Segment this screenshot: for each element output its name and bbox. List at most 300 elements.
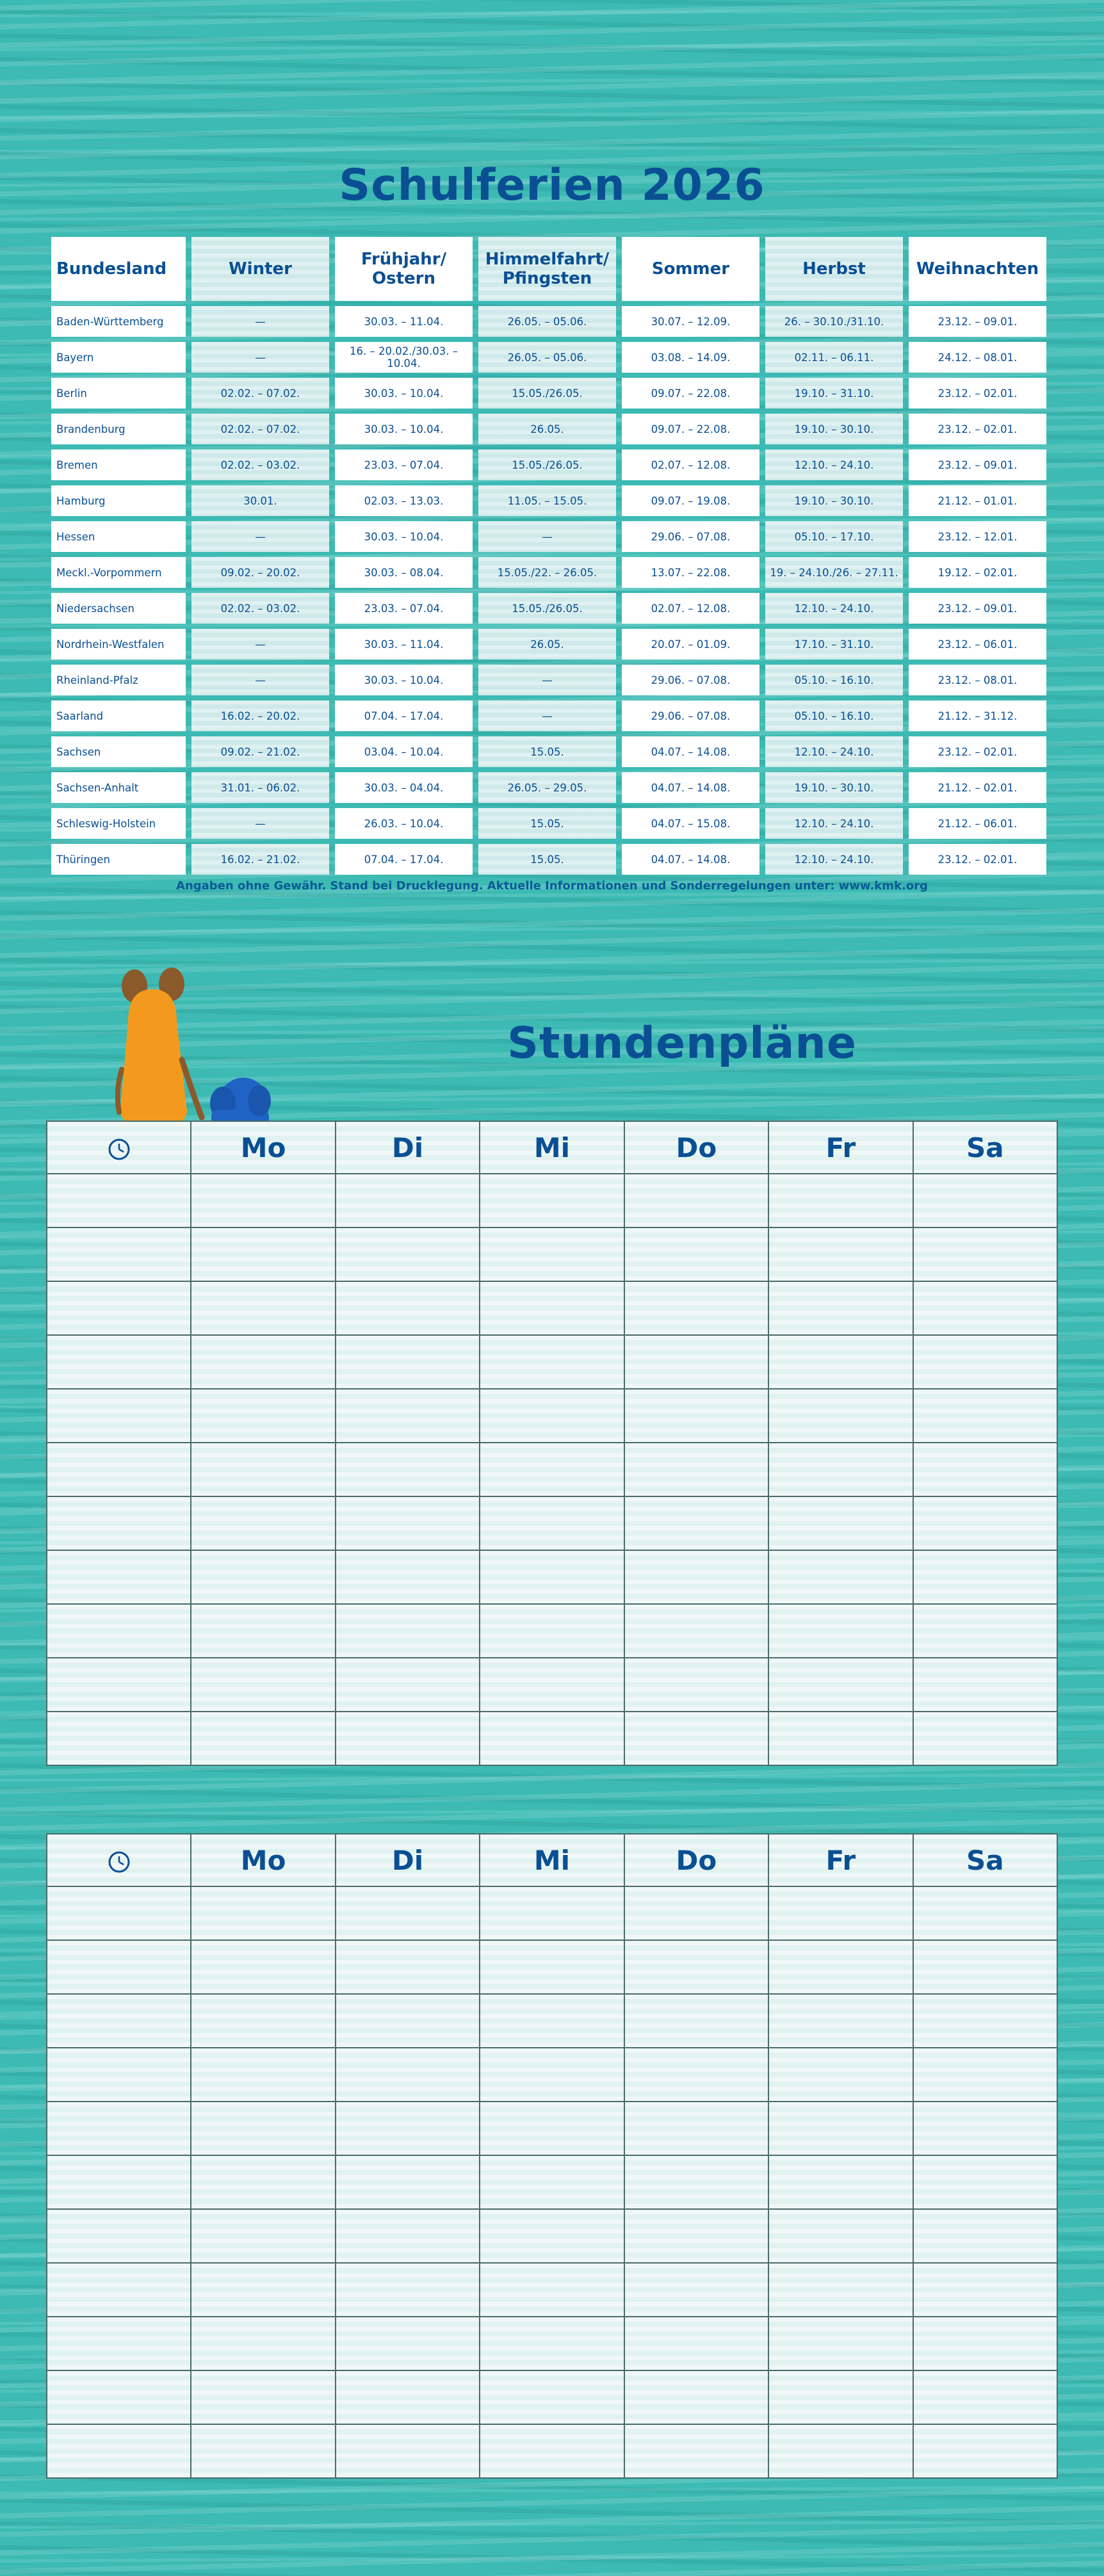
- holiday-cell-herbst: 12.10. – 24.10.: [765, 593, 903, 624]
- holiday-cell-sommer: 09.07. – 19.08.: [622, 485, 759, 516]
- timetable-2: [46, 1833, 1058, 2479]
- holiday-row: [51, 342, 1046, 373]
- holiday-cell-himmelfahrt-pfingsten: 26.05. – 29.05.: [478, 772, 616, 803]
- holiday-cell-weihnachten: 23.12. – 02.01.: [909, 736, 1046, 767]
- time-slot-cell[interactable]: [47, 1389, 191, 1443]
- holiday-cell-sommer: 02.07. – 12.08.: [622, 450, 759, 480]
- holiday-cell-herbst: 05.10. – 16.10.: [765, 701, 903, 731]
- header-weihnachten: Weihnachten: [909, 237, 1046, 301]
- time-slot-cell[interactable]: [47, 1712, 191, 1765]
- lesson-cell[interactable]: [768, 1550, 913, 1604]
- holiday-row: [51, 306, 1046, 337]
- lesson-cell[interactable]: [336, 1604, 480, 1658]
- lesson-cell[interactable]: [480, 1227, 624, 1281]
- holiday-cell-himmelfahrt-pfingsten: 26.05. – 05.06.: [478, 342, 616, 373]
- lesson-cell[interactable]: [768, 2209, 913, 2263]
- holiday-cell-sommer: 29.06. – 07.08.: [622, 701, 759, 731]
- holiday-cell-fruehjahr-ostern: 23.03. – 07.04.: [335, 593, 473, 624]
- lesson-cell[interactable]: [480, 1712, 624, 1765]
- holiday-cell-herbst: 05.10. – 17.10.: [765, 521, 903, 552]
- holiday-cell-himmelfahrt-pfingsten: —: [478, 521, 616, 552]
- timetable-row: [47, 1174, 1057, 1227]
- mouse-and-elephant-illustration: [115, 964, 320, 1137]
- holiday-cell-herbst: 19. – 24.10./26. – 27.11.: [765, 557, 903, 588]
- lesson-cell[interactable]: [336, 1940, 480, 1994]
- lesson-cell[interactable]: [191, 1712, 335, 1765]
- holiday-cell-sommer: 09.07. – 22.08.: [622, 378, 759, 409]
- holiday-cell-sommer: 13.07. – 22.08.: [622, 557, 759, 588]
- lesson-cell[interactable]: [624, 1940, 768, 1994]
- timetable-row: [47, 1496, 1057, 1550]
- lesson-cell[interactable]: [624, 1604, 768, 1658]
- day-header-mo: Mo: [191, 1121, 335, 1174]
- time-slot-cell[interactable]: [47, 2102, 191, 2155]
- holiday-row: [51, 450, 1046, 480]
- holiday-cell-weihnachten: 23.12. – 02.01.: [909, 844, 1046, 875]
- lesson-cell[interactable]: [191, 1443, 335, 1496]
- lesson-cell[interactable]: [480, 2048, 624, 2102]
- time-slot-cell[interactable]: [47, 1227, 191, 1281]
- holiday-cell-himmelfahrt-pfingsten: 15.05./26.05.: [478, 378, 616, 409]
- lesson-cell[interactable]: [624, 2424, 768, 2478]
- lesson-cell[interactable]: [480, 1389, 624, 1443]
- lesson-cell[interactable]: [913, 1658, 1057, 1712]
- lesson-cell[interactable]: [768, 2370, 913, 2424]
- lesson-cell[interactable]: [624, 1994, 768, 2048]
- holiday-cell-herbst: 02.11. – 06.11.: [765, 342, 903, 373]
- lesson-cell[interactable]: [191, 2370, 335, 2424]
- holiday-cell-weihnachten: 21.12. – 31.12.: [909, 701, 1046, 731]
- holiday-cell-weihnachten: 23.12. – 06.01.: [909, 629, 1046, 660]
- holiday-row: [51, 414, 1046, 444]
- holiday-row: [51, 593, 1046, 624]
- holiday-cell-weihnachten: 23.12. – 09.01.: [909, 306, 1046, 337]
- holiday-cell-winter: 31.01. – 06.02.: [191, 772, 329, 803]
- holiday-cell-fruehjahr-ostern: 30.03. – 10.04.: [335, 378, 473, 409]
- holiday-cell-herbst: 17.10. – 31.10.: [765, 629, 903, 660]
- lesson-cell[interactable]: [191, 1335, 335, 1389]
- holiday-cell-herbst: 19.10. – 31.10.: [765, 378, 903, 409]
- holiday-cell-himmelfahrt-pfingsten: 11.05. – 15.05.: [478, 485, 616, 516]
- lesson-cell[interactable]: [336, 2102, 480, 2155]
- time-slot-cell[interactable]: [47, 2209, 191, 2263]
- holiday-cell-weihnachten: 19.12. – 02.01.: [909, 557, 1046, 588]
- lesson-cell[interactable]: [336, 1658, 480, 1712]
- lesson-cell[interactable]: [336, 1174, 480, 1227]
- time-slot-cell[interactable]: [47, 1443, 191, 1496]
- clock-icon: [106, 1137, 132, 1162]
- header-bundesland: Bundesland: [51, 237, 186, 301]
- holiday-body: [51, 306, 1046, 875]
- holiday-cell-sommer: 09.07. – 22.08.: [622, 414, 759, 444]
- lesson-cell[interactable]: [913, 1604, 1057, 1658]
- holiday-cell-fruehjahr-ostern: 30.03. – 10.04.: [335, 521, 473, 552]
- holiday-cell-himmelfahrt-pfingsten: 15.05./26.05.: [478, 450, 616, 480]
- lesson-cell[interactable]: [624, 1550, 768, 1604]
- lesson-cell[interactable]: [191, 1550, 335, 1604]
- holiday-cell-fruehjahr-ostern: 30.03. – 11.04.: [335, 306, 473, 337]
- lesson-cell[interactable]: [336, 1443, 480, 1496]
- holiday-row: [51, 736, 1046, 767]
- holiday-cell-herbst: 19.10. – 30.10.: [765, 772, 903, 803]
- lesson-cell[interactable]: [913, 2424, 1057, 2478]
- time-slot-cell[interactable]: [47, 2263, 191, 2317]
- holiday-row: [51, 772, 1046, 803]
- lesson-cell[interactable]: [336, 1496, 480, 1550]
- holiday-cell-himmelfahrt-pfingsten: 15.05./22. – 26.05.: [478, 557, 616, 588]
- timetable-row: [47, 1550, 1057, 1604]
- holiday-cell-weihnachten: 23.12. – 09.01.: [909, 450, 1046, 480]
- holiday-cell-sommer: 04.07. – 14.08.: [622, 772, 759, 803]
- lesson-cell[interactable]: [768, 1174, 913, 1227]
- time-slot-cell[interactable]: [47, 2317, 191, 2370]
- lesson-cell[interactable]: [768, 2155, 913, 2209]
- lesson-cell[interactable]: [768, 1940, 913, 1994]
- lesson-cell[interactable]: [191, 2317, 335, 2370]
- lesson-cell[interactable]: [480, 1443, 624, 1496]
- lesson-cell[interactable]: [191, 1658, 335, 1712]
- lesson-cell[interactable]: [768, 1604, 913, 1658]
- lesson-cell[interactable]: [913, 1227, 1057, 1281]
- holiday-cell-winter: —: [191, 521, 329, 552]
- lesson-cell[interactable]: [768, 2263, 913, 2317]
- holiday-cell-fruehjahr-ostern: 03.04. – 10.04.: [335, 736, 473, 767]
- lesson-cell[interactable]: [480, 2155, 624, 2209]
- lesson-cell[interactable]: [480, 1550, 624, 1604]
- lesson-cell[interactable]: [191, 1604, 335, 1658]
- lesson-cell[interactable]: [480, 1658, 624, 1712]
- holiday-cell-himmelfahrt-pfingsten: 15.05.: [478, 844, 616, 875]
- time-slot-cell[interactable]: [47, 1550, 191, 1604]
- holiday-row: [51, 665, 1046, 695]
- holiday-cell-himmelfahrt-pfingsten: 26.05. – 05.06.: [478, 306, 616, 337]
- holiday-row: [51, 701, 1046, 731]
- lesson-cell[interactable]: [913, 2317, 1057, 2370]
- holiday-cell-fruehjahr-ostern: 30.03. – 10.04.: [335, 665, 473, 695]
- lesson-cell[interactable]: [913, 2155, 1057, 2209]
- lesson-cell[interactable]: [768, 2317, 913, 2370]
- lesson-cell[interactable]: [336, 1712, 480, 1765]
- holiday-cell-bundesland: Sachsen: [51, 736, 186, 767]
- timetable-row: [47, 1994, 1057, 2048]
- lesson-cell[interactable]: [768, 1658, 913, 1712]
- holiday-cell-bundesland: Schleswig-Holstein: [51, 808, 186, 839]
- holiday-cell-bundesland: Bremen: [51, 450, 186, 480]
- holiday-cell-weihnachten: 24.12. – 08.01.: [909, 342, 1046, 373]
- holiday-cell-sommer: 04.07. – 15.08.: [622, 808, 759, 839]
- holiday-cell-winter: —: [191, 306, 329, 337]
- lesson-cell[interactable]: [191, 1496, 335, 1550]
- timetable-row: [47, 1443, 1057, 1496]
- lesson-cell[interactable]: [624, 1281, 768, 1335]
- lesson-cell[interactable]: [913, 1335, 1057, 1389]
- time-slot-cell[interactable]: [47, 2424, 191, 2478]
- time-slot-cell[interactable]: [47, 1335, 191, 1389]
- lesson-cell[interactable]: [336, 2317, 480, 2370]
- lesson-cell[interactable]: [624, 2155, 768, 2209]
- lesson-cell[interactable]: [336, 2424, 480, 2478]
- day-header-sa: Sa: [913, 1121, 1057, 1174]
- timetable-body: [47, 1886, 1057, 2478]
- timetable-row: [47, 2263, 1057, 2317]
- lesson-cell[interactable]: [768, 1227, 913, 1281]
- timetable-row: [47, 1227, 1057, 1281]
- timetable-row: [47, 1886, 1057, 1940]
- holiday-cell-winter: 16.02. – 20.02.: [191, 701, 329, 731]
- holiday-cell-winter: —: [191, 342, 329, 373]
- time-slot-cell[interactable]: [47, 1496, 191, 1550]
- lesson-cell[interactable]: [913, 2048, 1057, 2102]
- lesson-cell[interactable]: [191, 2263, 335, 2317]
- holiday-cell-bundesland: Rheinland-Pfalz: [51, 665, 186, 695]
- holiday-cell-himmelfahrt-pfingsten: —: [478, 701, 616, 731]
- lesson-cell[interactable]: [336, 2209, 480, 2263]
- holiday-cell-weihnachten: 21.12. – 01.01.: [909, 485, 1046, 516]
- lesson-cell[interactable]: [768, 1496, 913, 1550]
- lesson-cell[interactable]: [191, 2048, 335, 2102]
- holiday-row: [51, 808, 1046, 839]
- lesson-cell[interactable]: [336, 1335, 480, 1389]
- timetable-row: [47, 1658, 1057, 1712]
- lesson-cell[interactable]: [191, 1281, 335, 1335]
- holiday-cell-bundesland: Berlin: [51, 378, 186, 409]
- time-slot-cell[interactable]: [47, 1940, 191, 1994]
- lesson-cell[interactable]: [913, 1496, 1057, 1550]
- lesson-cell[interactable]: [480, 2209, 624, 2263]
- holiday-cell-himmelfahrt-pfingsten: 15.05.: [478, 736, 616, 767]
- lesson-cell[interactable]: [624, 2370, 768, 2424]
- holiday-header-row: [51, 237, 1046, 301]
- holiday-cell-fruehjahr-ostern: 30.03. – 11.04.: [335, 629, 473, 660]
- lesson-cell[interactable]: [480, 1496, 624, 1550]
- lesson-cell[interactable]: [624, 2048, 768, 2102]
- timetable-row: [47, 1712, 1057, 1765]
- lesson-cell[interactable]: [624, 2317, 768, 2370]
- lesson-cell[interactable]: [336, 2370, 480, 2424]
- lesson-cell[interactable]: [191, 2102, 335, 2155]
- time-slot-cell[interactable]: [47, 2370, 191, 2424]
- lesson-cell[interactable]: [913, 2263, 1057, 2317]
- lesson-cell[interactable]: [480, 1335, 624, 1389]
- lesson-cell[interactable]: [913, 2102, 1057, 2155]
- lesson-cell[interactable]: [624, 2263, 768, 2317]
- lesson-cell[interactable]: [336, 2048, 480, 2102]
- lesson-cell[interactable]: [336, 1994, 480, 2048]
- lesson-cell[interactable]: [768, 2424, 913, 2478]
- holiday-cell-himmelfahrt-pfingsten: 15.05.: [478, 808, 616, 839]
- holiday-cell-sommer: 03.08. – 14.09.: [622, 342, 759, 373]
- time-slot-cell[interactable]: [47, 1994, 191, 2048]
- holiday-cell-sommer: 04.07. – 14.08.: [622, 844, 759, 875]
- timetable-row: [47, 2048, 1057, 2102]
- lesson-cell[interactable]: [336, 1550, 480, 1604]
- holiday-row: [51, 629, 1046, 660]
- header-herbst: Herbst: [765, 237, 903, 301]
- holiday-cell-fruehjahr-ostern: 30.03. – 10.04.: [335, 414, 473, 444]
- lesson-cell[interactable]: [336, 2263, 480, 2317]
- mouse-figure: [118, 968, 211, 1131]
- time-slot-cell[interactable]: [47, 1604, 191, 1658]
- timetable-row: [47, 1604, 1057, 1658]
- lesson-cell[interactable]: [336, 1281, 480, 1335]
- timetable-title: Stundenpläne: [507, 1018, 857, 1069]
- header-fruehjahr-ostern: Frühjahr/ Ostern: [335, 237, 473, 301]
- day-header-sa: Sa: [913, 1834, 1057, 1886]
- holiday-row: [51, 485, 1046, 516]
- lesson-cell[interactable]: [480, 2370, 624, 2424]
- lesson-cell[interactable]: [624, 1496, 768, 1550]
- holiday-cell-winter: 09.02. – 21.02.: [191, 736, 329, 767]
- holiday-cell-himmelfahrt-pfingsten: 26.05.: [478, 414, 616, 444]
- lesson-cell[interactable]: [768, 2048, 913, 2102]
- lesson-cell[interactable]: [191, 1940, 335, 1994]
- holiday-cell-fruehjahr-ostern: 23.03. – 07.04.: [335, 450, 473, 480]
- holiday-row: [51, 378, 1046, 409]
- holiday-cell-weihnachten: 21.12. – 06.01.: [909, 808, 1046, 839]
- timetable-header-row: [47, 1121, 1057, 1174]
- lesson-cell[interactable]: [768, 1443, 913, 1496]
- day-header-mi: Mi: [480, 1121, 624, 1174]
- lesson-cell[interactable]: [624, 2209, 768, 2263]
- lesson-cell[interactable]: [480, 1281, 624, 1335]
- holiday-cell-bundesland: Baden-Württemberg: [51, 306, 186, 337]
- holiday-cell-winter: 02.02. – 07.02.: [191, 378, 329, 409]
- lesson-cell[interactable]: [913, 1389, 1057, 1443]
- lesson-cell[interactable]: [913, 1940, 1057, 1994]
- holiday-cell-bundesland: Brandenburg: [51, 414, 186, 444]
- time-slot-cell[interactable]: [47, 1658, 191, 1712]
- lesson-cell[interactable]: [768, 1335, 913, 1389]
- lesson-cell[interactable]: [624, 2102, 768, 2155]
- lesson-cell[interactable]: [191, 2155, 335, 2209]
- holiday-cell-winter: 02.02. – 03.02.: [191, 450, 329, 480]
- timetable-row: [47, 2155, 1057, 2209]
- lesson-cell[interactable]: [913, 1994, 1057, 2048]
- holiday-cell-fruehjahr-ostern: 30.03. – 04.04.: [335, 772, 473, 803]
- lesson-cell[interactable]: [191, 1994, 335, 2048]
- lesson-cell[interactable]: [480, 1174, 624, 1227]
- lesson-cell[interactable]: [913, 2209, 1057, 2263]
- lesson-cell[interactable]: [913, 2370, 1057, 2424]
- lesson-cell[interactable]: [913, 1174, 1057, 1227]
- timetable-row: [47, 1940, 1057, 1994]
- holiday-row: [51, 521, 1046, 552]
- lesson-cell[interactable]: [768, 1886, 913, 1940]
- lesson-cell[interactable]: [913, 1281, 1057, 1335]
- holiday-cell-herbst: 05.10. – 16.10.: [765, 665, 903, 695]
- holiday-cell-weihnachten: 23.12. – 08.01.: [909, 665, 1046, 695]
- lesson-cell[interactable]: [624, 1389, 768, 1443]
- day-header-fr: Fr: [768, 1834, 913, 1886]
- holiday-cell-bundesland: Hamburg: [51, 485, 186, 516]
- day-header-do: Do: [624, 1121, 768, 1174]
- lesson-cell[interactable]: [191, 1174, 335, 1227]
- lesson-cell[interactable]: [913, 1886, 1057, 1940]
- lesson-cell[interactable]: [480, 1994, 624, 2048]
- time-slot-cell[interactable]: [47, 1281, 191, 1335]
- holiday-cell-bundesland: Hessen: [51, 521, 186, 552]
- timetable-row: [47, 1389, 1057, 1443]
- holiday-cell-winter: 02.02. – 07.02.: [191, 414, 329, 444]
- lesson-cell[interactable]: [624, 1886, 768, 1940]
- lesson-cell[interactable]: [336, 1227, 480, 1281]
- lesson-cell[interactable]: [768, 1712, 913, 1765]
- lesson-cell[interactable]: [768, 1281, 913, 1335]
- lesson-cell[interactable]: [480, 2102, 624, 2155]
- lesson-cell[interactable]: [191, 1389, 335, 1443]
- holiday-cell-fruehjahr-ostern: 07.04. – 17.04.: [335, 701, 473, 731]
- lesson-cell[interactable]: [624, 1174, 768, 1227]
- lesson-cell[interactable]: [624, 1443, 768, 1496]
- lesson-cell[interactable]: [480, 1604, 624, 1658]
- day-header-di: Di: [336, 1121, 480, 1174]
- holiday-cell-herbst: 12.10. – 24.10.: [765, 736, 903, 767]
- time-slot-cell[interactable]: [47, 1174, 191, 1227]
- lesson-cell[interactable]: [480, 2263, 624, 2317]
- lesson-cell[interactable]: [768, 1389, 913, 1443]
- lesson-cell[interactable]: [913, 1550, 1057, 1604]
- lesson-cell[interactable]: [191, 2424, 335, 2478]
- holiday-cell-bundesland: Niedersachsen: [51, 593, 186, 624]
- holiday-cell-herbst: 26. – 30.10./31.10.: [765, 306, 903, 337]
- lesson-cell[interactable]: [480, 1940, 624, 1994]
- holiday-cell-fruehjahr-ostern: 16. – 20.02./30.03. – 10.04.: [335, 342, 473, 373]
- timetable-row: [47, 2370, 1057, 2424]
- lesson-cell[interactable]: [480, 2317, 624, 2370]
- lesson-cell[interactable]: [913, 1443, 1057, 1496]
- holiday-cell-fruehjahr-ostern: 26.03. – 10.04.: [335, 808, 473, 839]
- lesson-cell[interactable]: [624, 1335, 768, 1389]
- time-slot-cell[interactable]: [47, 2155, 191, 2209]
- lesson-cell[interactable]: [336, 2155, 480, 2209]
- lesson-cell[interactable]: [624, 1658, 768, 1712]
- lesson-cell[interactable]: [191, 1227, 335, 1281]
- holiday-cell-weihnachten: 23.12. – 02.01.: [909, 378, 1046, 409]
- header-winter: Winter: [191, 237, 329, 301]
- holiday-cell-sommer: 29.06. – 07.08.: [622, 521, 759, 552]
- holiday-cell-bundesland: Nordrhein-Westfalen: [51, 629, 186, 660]
- lesson-cell[interactable]: [913, 1712, 1057, 1765]
- day-header-mo: Mo: [191, 1834, 335, 1886]
- lesson-cell[interactable]: [191, 2209, 335, 2263]
- lesson-cell[interactable]: [768, 2102, 913, 2155]
- holiday-cell-winter: 09.02. – 20.02.: [191, 557, 329, 588]
- holiday-title: Schulferien 2026: [339, 160, 765, 211]
- holiday-cell-weihnachten: 23.12. – 09.01.: [909, 593, 1046, 624]
- lesson-cell[interactable]: [624, 1712, 768, 1765]
- holiday-cell-winter: 30.01.: [191, 485, 329, 516]
- holiday-cell-herbst: 12.10. – 24.10.: [765, 450, 903, 480]
- lesson-cell[interactable]: [768, 1994, 913, 2048]
- time-slot-cell[interactable]: [47, 2048, 191, 2102]
- timetable-row: [47, 2424, 1057, 2478]
- holiday-cell-fruehjahr-ostern: 07.04. – 17.04.: [335, 844, 473, 875]
- timetable-row: [47, 2102, 1057, 2155]
- lesson-cell[interactable]: [336, 1389, 480, 1443]
- holiday-cell-bundesland: Saarland: [51, 701, 186, 731]
- lesson-cell[interactable]: [191, 1886, 335, 1940]
- holiday-cell-herbst: 12.10. – 24.10.: [765, 808, 903, 839]
- time-slot-cell[interactable]: [47, 1886, 191, 1940]
- lesson-cell[interactable]: [624, 1227, 768, 1281]
- lesson-cell[interactable]: [336, 1886, 480, 1940]
- holiday-cell-weihnachten: 23.12. – 02.01.: [909, 414, 1046, 444]
- timetable-row: [47, 2209, 1057, 2263]
- lesson-cell[interactable]: [480, 2424, 624, 2478]
- lesson-cell[interactable]: [480, 1886, 624, 1940]
- holiday-cell-himmelfahrt-pfingsten: 15.05./26.05.: [478, 593, 616, 624]
- holiday-cell-bundesland: Thüringen: [51, 844, 186, 875]
